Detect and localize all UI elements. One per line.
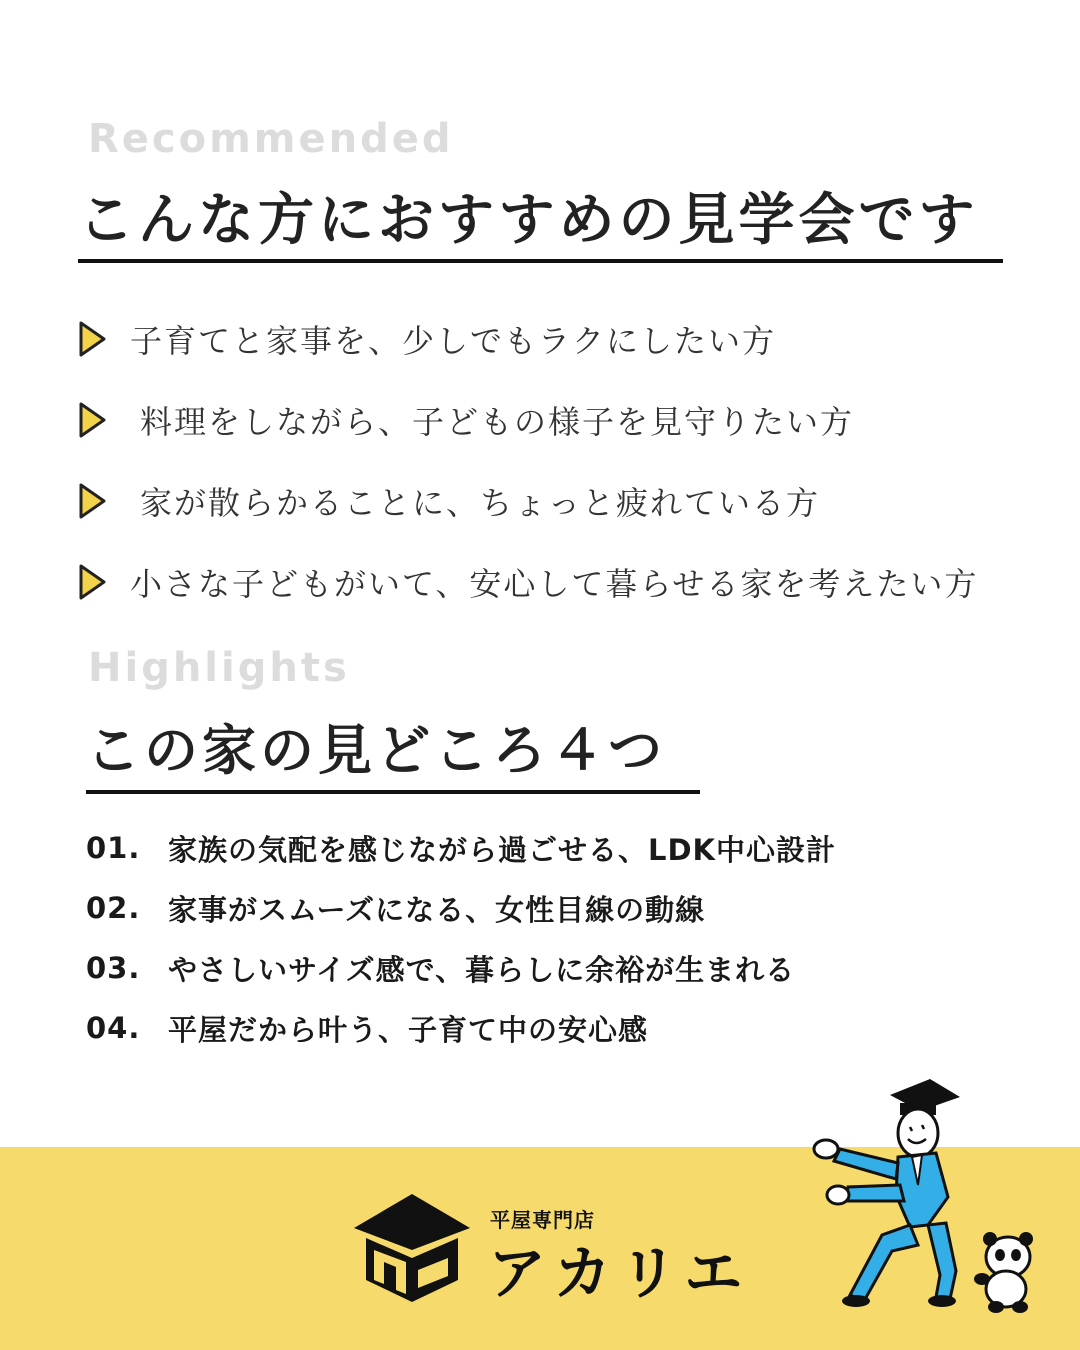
triangle-bullet-icon — [76, 481, 110, 521]
recommended-item-text: 家が散らかることに、ちょっと疲れている方 — [140, 483, 821, 522]
house-logo-icon — [352, 1188, 472, 1308]
recommended-item-text: 子育てと家事を、少しでもラクにしたい方 — [130, 321, 777, 360]
highlight-text: 家族の気配を感じながら過ごせる、LDK中心設計 — [168, 832, 837, 867]
recommended-list — [76, 298, 1066, 622]
list-item — [76, 379, 1066, 460]
highlight-text: やさしいサイズ感で、暮らしに余裕が生まれる — [168, 952, 796, 987]
highlights-heading: この家の見どころ４つ — [86, 719, 666, 782]
highlight-text: 平屋だから叶う、子育て中の安心感 — [168, 1012, 649, 1047]
brand-name: アカリエ — [488, 1239, 751, 1307]
graduate-man-and-panda-illustration — [800, 1075, 1070, 1320]
highlight-number: 03. — [86, 951, 141, 985]
recommended-item-text: 小さな子どもがいて、安心して暮らせる家を考えたい方 — [130, 564, 979, 603]
brand-subtitle: 平屋専門店 — [490, 1208, 595, 1232]
list-item — [76, 298, 1066, 379]
highlight-number: 01. — [86, 831, 141, 865]
highlight-number: 02. — [86, 891, 141, 925]
list-item — [76, 541, 1066, 622]
list-item — [86, 998, 836, 1058]
triangle-bullet-icon — [76, 400, 110, 440]
list-item — [86, 818, 836, 878]
recommended-heading: こんな方におすすめの見学会です — [78, 188, 979, 253]
triangle-bullet-icon — [76, 319, 110, 359]
triangle-bullet-icon — [76, 562, 110, 602]
highlights-eyebrow: Highlights — [88, 645, 350, 691]
recommended-eyebrow: Recommended — [88, 116, 454, 162]
list-item — [86, 878, 836, 938]
highlight-text: 家事がスムーズになる、女性目線の動線 — [168, 892, 706, 927]
highlight-number: 04. — [86, 1011, 141, 1045]
recommended-item-text: 料理をしながら、子どもの様子を見守りたい方 — [140, 402, 855, 441]
highlights-divider — [86, 790, 700, 794]
highlights-list — [86, 818, 836, 1058]
list-item — [86, 938, 836, 998]
recommended-divider — [78, 259, 1003, 263]
list-item — [76, 460, 1066, 541]
